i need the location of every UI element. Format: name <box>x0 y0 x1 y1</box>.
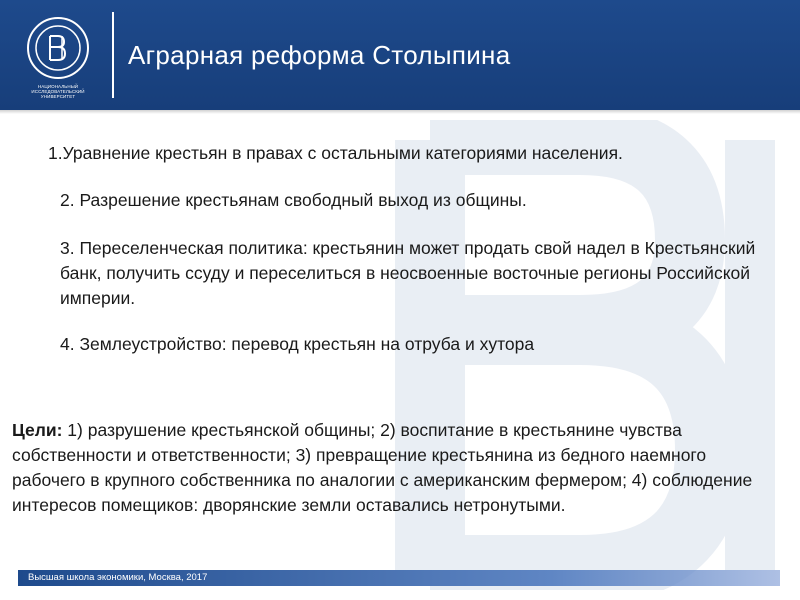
list-item-3: 3. Переселенческая политика: крестьянин может продать свой надел в Крестьянский банк, получить ссуду и переселиться в неосвоенные восточные регионы Российской империи. <box>60 238 756 308</box>
list-item-2: 2. Разрешение крестьянам свободный выход из общины. <box>60 190 527 210</box>
list-item-1: 1.Уравнение крестьян в правах с остальными категориями населения. <box>48 143 623 163</box>
footer-text: Высшая школа экономики, Москва, 2017 <box>28 572 208 583</box>
goals-text: 1) разрушение крестьянской общины; 2) воспитание в крестьянине чувства собственности и ответственности; 3) превращение крестьянина из бедного наемного рабочего в крупного собственника по аналогии с американским фермером; 4) соблюдение интересов помещиков: дворянские земли оставались нетронутыми. <box>12 420 753 515</box>
slide-title: Аграрная реформа Столыпина <box>128 40 511 70</box>
logo-caption-line1: НАЦИОНАЛЬНЫЙ ИССЛЕДОВАТЕЛЬСКИЙ <box>31 84 85 94</box>
goals-label: Цели: <box>12 420 63 440</box>
list-item-4: 4. Землеустройство: перевод крестьян на отруба и хутора <box>60 334 535 354</box>
logo-caption-line2: УНИВЕРСИТЕТ <box>40 94 76 99</box>
goals-paragraph <box>12 418 782 518</box>
